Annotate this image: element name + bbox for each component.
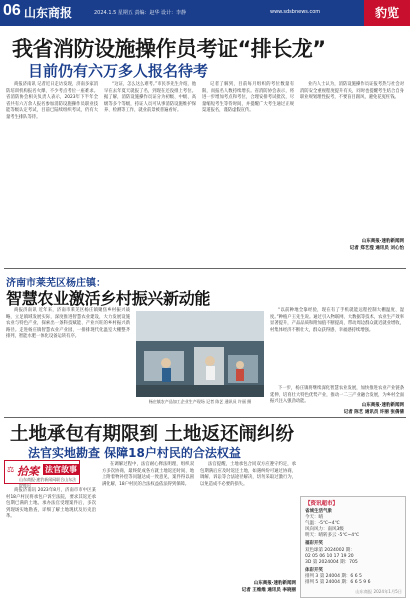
lottery-line: 双色球第 2024002 期： [305, 547, 355, 553]
column-logo-label: 法官故事 [45, 465, 77, 474]
story3-headline: 土地承包有期限到 土地返还闹纠纷 [10, 424, 294, 445]
masthead [0, 0, 410, 26]
story2-col1: 商报济南讯 近年来，济南市莱芜区杨庄镇聚焦乡村振兴战略，立足镇域发展实际，深度推进智慧农业建设，大力发展设施农业与特色产业，探索出一条科技赋能、产业兴旺的乡村振兴新路径。走进杨庄镇智慧农业产业园，一排排现代化温室大棚整齐排列，智能水肥一体化设备运转有序。 [6, 308, 130, 339]
page-number: 06 [3, 2, 21, 19]
lottery-title: 福彩开奖 [305, 541, 323, 547]
story3-col2: 在调解过程中，法官耐心释法明理，组织双方多次协商，最终促成各方就土地返还时间、地上附着物补偿等问题达成一致意见，案件得以圆满化解，18户村民的合法权益依法得到保障。 [102, 462, 194, 487]
story1-headline: 我省消防设施操作员考证“排长龙” [12, 37, 326, 61]
story2-headline: 智慧农业激活乡村振兴新动能 [6, 289, 211, 308]
column-logo-name: 拾案 [17, 465, 39, 478]
story1-subhead: 目前仍有六万多人报名待考 [28, 62, 209, 80]
story1-col1: 商报济南讯 记者近日走访发现，济南多家消防培训机构报名火爆，不少考点考位一座难求。省消防协会相关负责人表示，2023年下半年全省共有六万余人报名参加消防设施操作员职业技能等级认定考试，目前已陆续组织考试，仍有大量考生排队等待。 [6, 82, 98, 120]
story2-col2: “以前种地全靠经验，现在有了手机就能远程控制大棚温度、湿度。”种植户王先生说。通过引入物联网、大数据等技术，农业生产效率显著提升，产品品质和附加值不断提高，带动周边群众就近就业增收，村集体经济不断壮大，群众获得感、幸福感持续增强。 [270, 308, 404, 333]
divider [4, 268, 406, 269]
story2-kicker: 济南市莱芜区杨庄镇： [6, 278, 106, 289]
column-logo [4, 460, 80, 488]
story2-byline1: 山东商报·速豹新闻网 [361, 403, 404, 408]
lottery-line: 3D 第 2024004 期：705 [305, 559, 358, 565]
story1-col3: 记者了解到，目前每月组织的考位数量有限，而报名人数持续增长。省消防协会表示，将进一步增加考点和考位，合理安排考试批次，尽量缩短考生等待时间，并提醒广大考生通过正规渠道报名，谨防虚假宣传。 [202, 82, 294, 113]
story3-byline1: 山东商报·速豹新闻网 [253, 581, 296, 586]
weather-line: 明天：晴转多云 -5℃~4℃ [305, 533, 360, 539]
story3-subhead: 法官实地勘查 保障18户村民的合法权益 [28, 446, 241, 460]
story1-col4: 业内人士认为，消防设施操作员证报考热与社会对消防安全重视程度提升有关，同时也提醒考生结合自身职业规划理性报考，不要盲目跟风，避免花冤枉钱。 [300, 82, 404, 100]
weather-line: 今天：晴 [305, 515, 323, 521]
lottery-line: 02 05 06 10 17 19 20 [305, 553, 354, 559]
sports-lottery-line: 排列 5 第 24004 期：6 6 5 9 6 [305, 580, 371, 586]
story3-col1: 商报济南讯 2023年8月，济南市市中区某村18户村民将承包户诉至法院，要求其返还承包期已满的土地。承办法官受理案件后，多次到现场实地勘查，详细了解土地现状及历史沿革。 [6, 488, 96, 519]
website-url[interactable]: www.sdsbnews.com [270, 9, 321, 15]
column-logo-desc: 山东商报·速豹新闻网联合山东法院推出 [19, 477, 77, 488]
story2-col3: 下一步，杨庄镇将继续深化智慧农业发展，加快推进农业产业链条延伸，培育壮大特色优势产业，推动一二三产业融合发展，为乡村全面振兴注入强劲动能。 [270, 386, 404, 404]
gavel-icon: ⚖ [7, 465, 15, 474]
divider [4, 417, 406, 418]
story3-byline2: 记者 王维维 通讯员 李晓丽 [241, 588, 296, 593]
story1-col2: “这证，怎么这么难考。”市民李先生介绍，他早在去年夏天就报了名，到现在还没排上考位。据了解，消防设施操作员证分为初级、中级、高级等多个等级，持证人员可从事消防设施维护保养、检测等工作，就业前景被普遍看好。 [104, 82, 196, 113]
sports-lottery-line: 排列 3 第 24004 期：6 6 5 [305, 573, 362, 579]
column-name: 豹览 [364, 0, 410, 26]
story2-photo [136, 311, 264, 397]
story3-col3: 法官提醒，土地承包合同双方应遵守约定，承包期满后应及时返还土地，如遇纠纷可通过协商、调解、诉讼等合法途径解决，切勿采取过激行为，以免造成不必要的损失。 [200, 462, 296, 487]
weather-title: 省城生活气象 [305, 509, 332, 514]
story2-photo-caption: 杨庄镇农产品加工企业生产现场 记者 陈艺 通讯员 许丽 摄 [148, 399, 252, 404]
info-title: 【资讯超市】 [305, 501, 339, 507]
weather-line: 气温：-5℃~4℃ [305, 521, 340, 527]
weather-line: 风向风力：南风3级 [305, 527, 344, 533]
paper-name: 山东商报 [24, 6, 73, 20]
story2-byline2: 记者 陈艺 通讯员 许丽 张倩倩 [343, 410, 404, 415]
sports-lottery-title: 体彩开奖 [305, 567, 323, 573]
story1-byline2: 记者 郑艺滢 通讯员 刘心怡 [349, 246, 404, 251]
issue-meta: 2024.1.5 星期五 责编：赵华 设计：李静 [94, 10, 187, 16]
info-watermark: 山东商报 2024年1月5日 [355, 589, 402, 594]
info-box [300, 496, 406, 598]
story1-byline1: 山东商报·速豹新闻网 [361, 239, 404, 244]
